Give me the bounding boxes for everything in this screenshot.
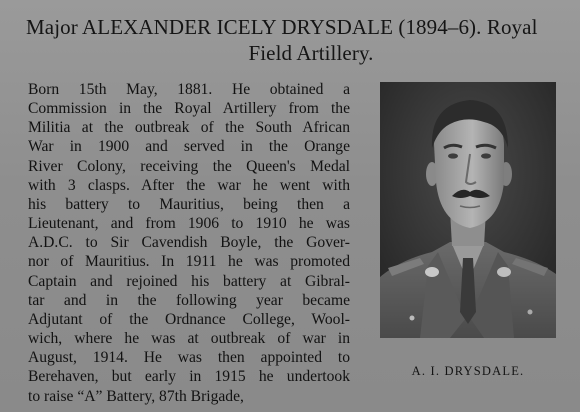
heading-continuation: Field Artillery. [248,41,374,65]
biography-line: his battery to Mauritius, being then a [28,195,350,213]
biography-line: Adjutant of the Ordnance College, Wool- [28,310,350,328]
biography-line: Berehaven, but early in 1915 he undertook [28,368,350,386]
portrait-illustration [380,82,556,338]
biography-line: Commission in the Royal Artillery from the [28,100,350,118]
biography-line: August, 1914. He was then appointed to [28,349,350,367]
portrait-photo [380,82,556,338]
biography-line: nor of Mauritius. In 1911 he was promoted [28,253,350,271]
biography-line: Lieutenant, and from 1906 to 1910 he was [28,215,350,233]
biography-line: War in 1900 and served in the Orange [28,138,350,156]
biography-line: Captain and rejoined his battery at Gibral- [28,272,350,290]
heading-name-line: Major ALEXANDER ICELY DRYSDALE (1894–6). Royal [26,15,538,39]
biography-line: A.D.C. to Sir Cavendish Boyle, the Gover- [28,234,350,252]
biography-line: River Colony, receiving the Queen's Medal [28,157,350,175]
portrait-caption: A. I. DRYSDALE. [411,364,525,378]
biography-line: Militia at the outbreak of the South African [28,119,350,137]
entry-heading [26,14,566,66]
biography-line: tar and in the following year became [28,291,350,309]
biography-line: with 3 clasps. After the war he went with [28,176,350,194]
biography-line: wich, where he was at outbreak of war in [28,330,350,348]
biography-line: Born 15th May, 1881. He obtained a [28,81,350,98]
biography-line: to raise “A” Battery, 87th Brigade, [28,387,244,405]
biography-text [28,80,350,406]
